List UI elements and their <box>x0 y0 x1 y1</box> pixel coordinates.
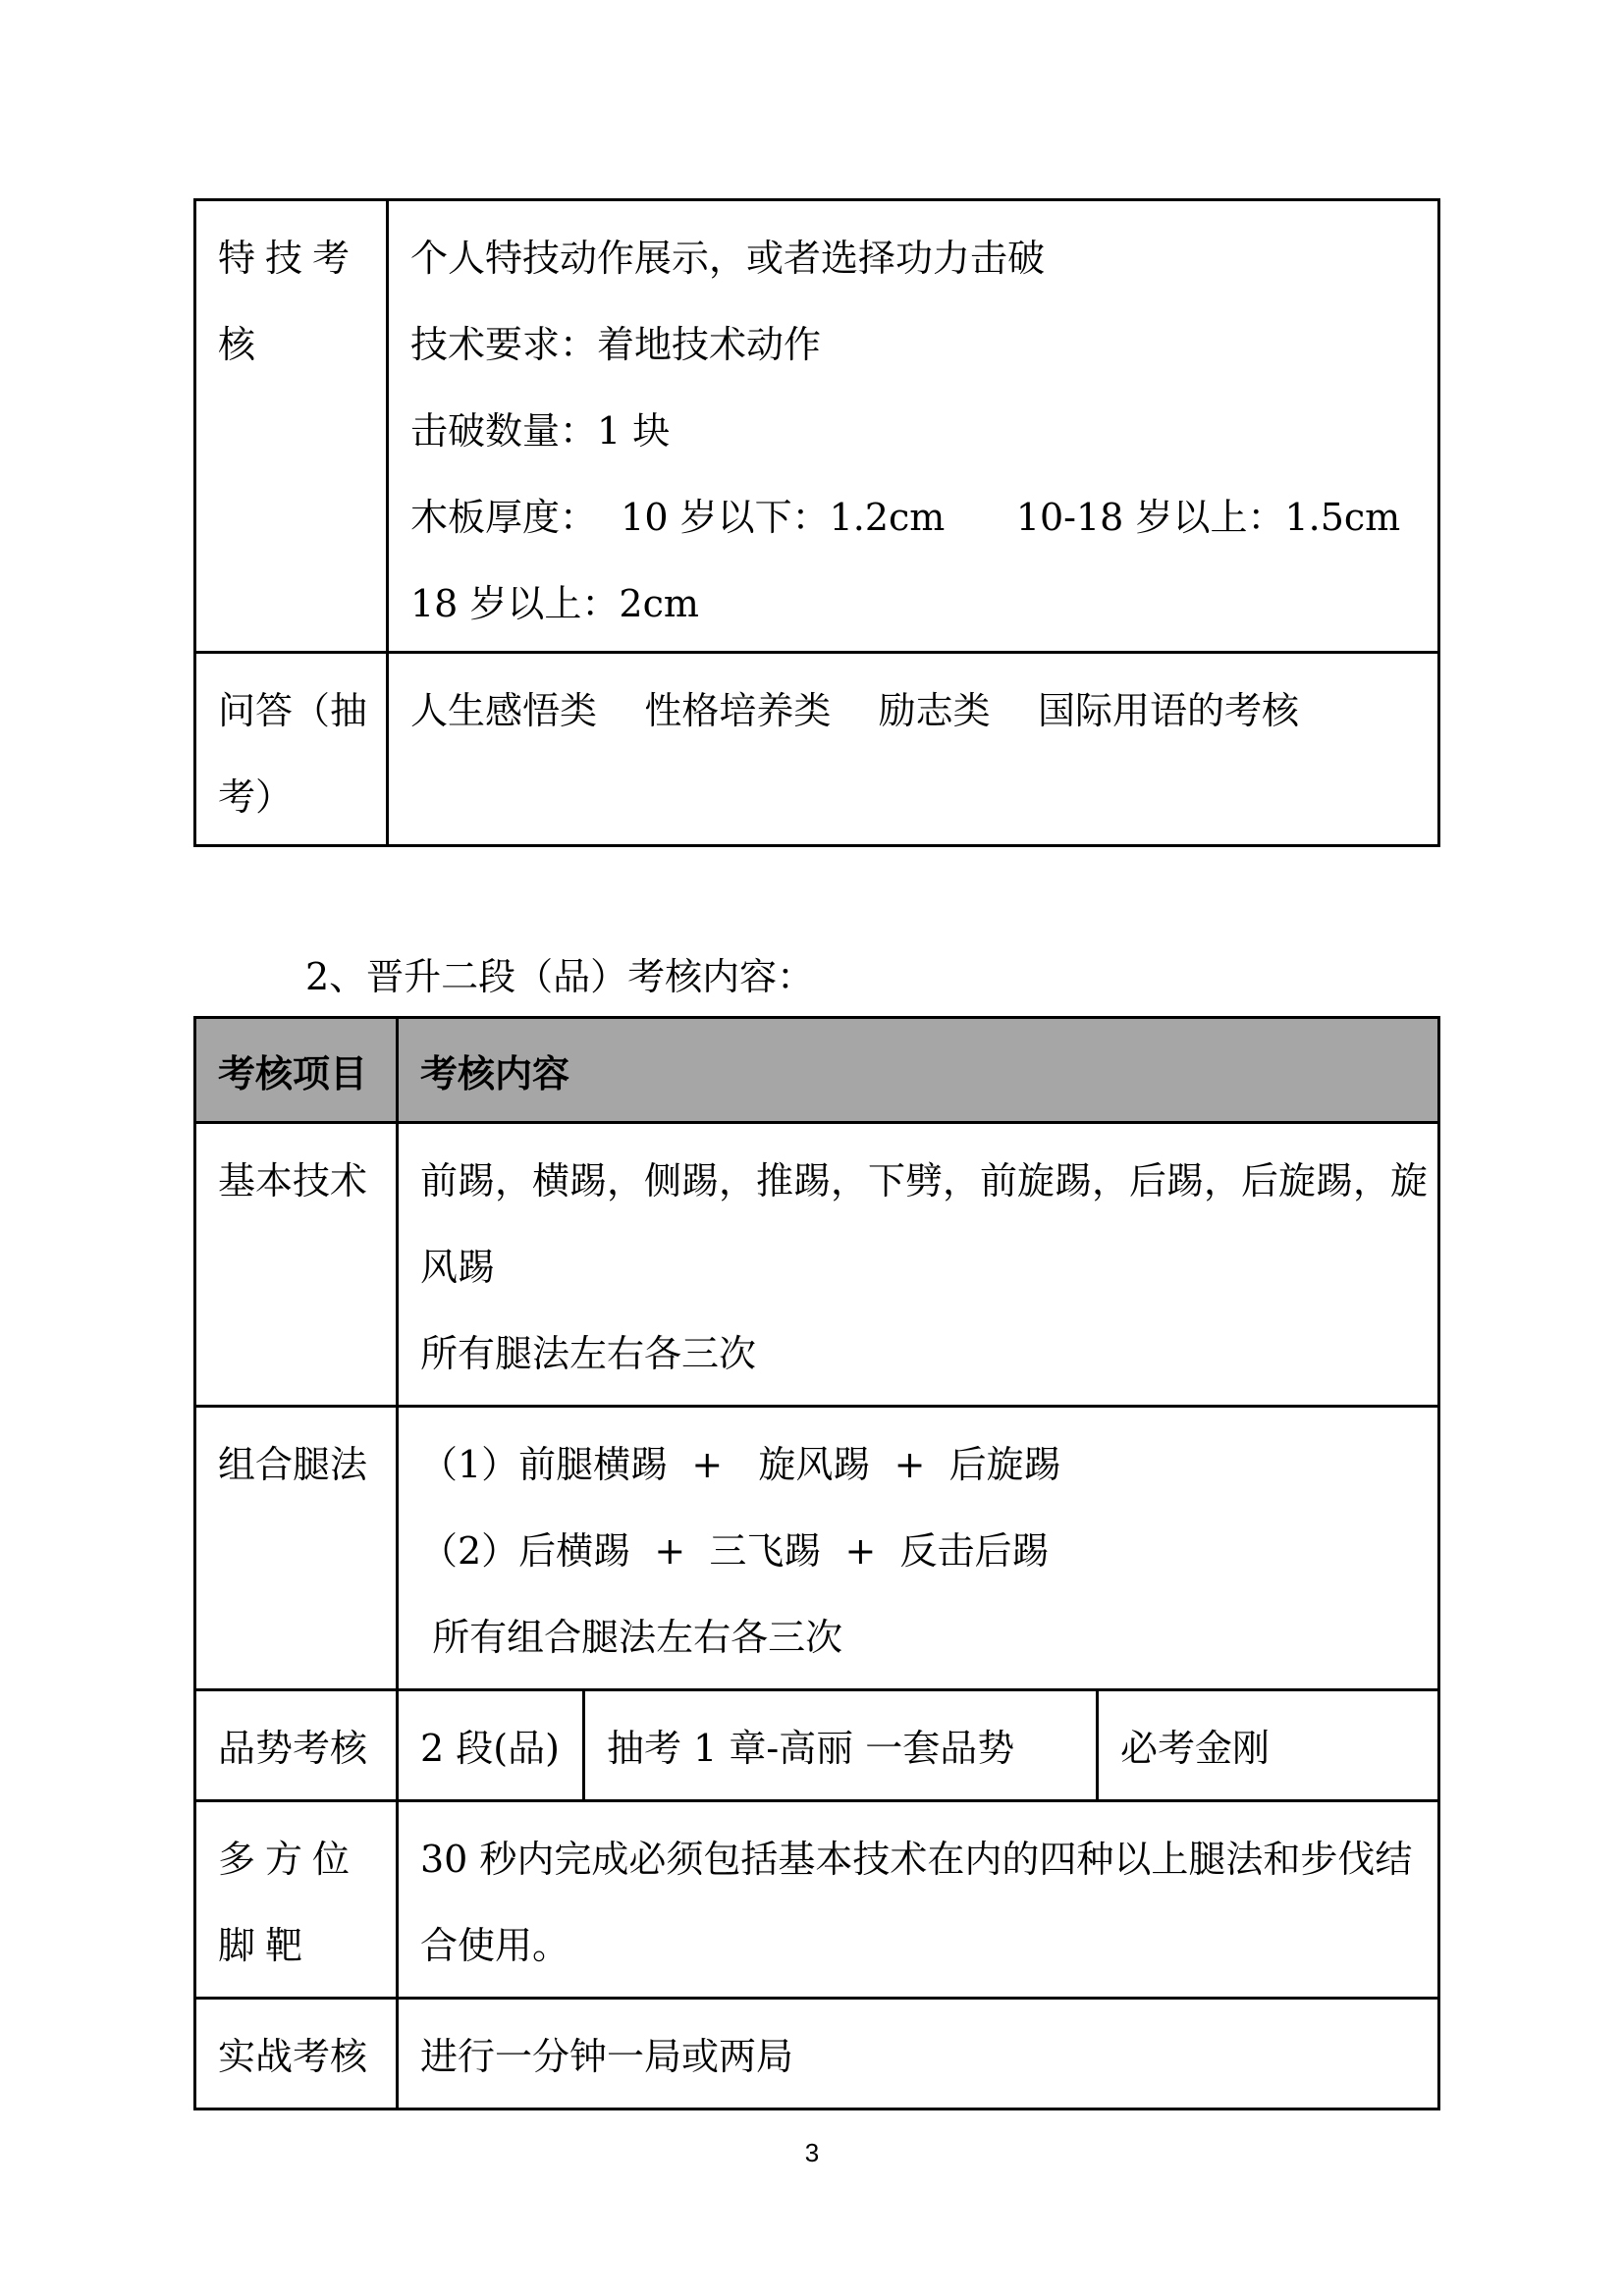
skill-line: 击破数量：1 块 <box>410 409 671 453</box>
skill-line: 个人特技动作展示，或者选择功力击破 <box>410 237 1046 280</box>
row-label-basic: 基本技术 <box>195 1123 398 1407</box>
table-row <box>195 1123 1439 1407</box>
skill-line: 18 岁以上：2cm <box>410 582 699 625</box>
table-row <box>195 653 1439 846</box>
skill-line: 木板厚度： 10 岁以下：1.2cm 10-18 岁以上：1.5cm <box>410 496 1401 539</box>
poomsae-draw: 抽考 1 章-高丽 一套品势 <box>584 1690 1098 1801</box>
poomsae-level: 2 段(品) <box>398 1690 584 1801</box>
basic-kicks-text: 前踢，横踢，侧踢，推踢，下劈，前旋踢，后踢，后旋踢，旋风踢 <box>420 1159 1429 1289</box>
qa-line: 人生感悟类 性格培养类 励志类 国际用语的考核 <box>410 689 1299 732</box>
table-header-row <box>195 1018 1439 1123</box>
row-label-target: 多方位脚靶 <box>195 1801 398 1999</box>
table-row <box>195 200 1439 653</box>
table-row <box>195 1801 1439 1999</box>
dan2-exam-table <box>193 1016 1440 2110</box>
row-label-special-skill: 特技考核 <box>218 237 360 366</box>
skill-line: 技术要求：着地技术动作 <box>410 323 822 366</box>
combo-line: （2）后横踢 + 三飞踢 + 反击后踢 <box>420 1529 1050 1573</box>
table-row <box>195 1407 1439 1690</box>
section-title: 2、晋升二段（品）考核内容： <box>305 955 815 998</box>
row-label-combo: 组合腿法 <box>195 1407 398 1690</box>
page-number: 3 <box>804 2138 820 2167</box>
table-row <box>195 1690 1439 1801</box>
sparring-text: 进行一分钟一局或两局 <box>398 1999 1439 2109</box>
poomsae-required: 必考金刚 <box>1098 1690 1439 1801</box>
row-label-sparring: 实战考核 <box>195 1999 398 2109</box>
combo-line: （1）前腿横踢 + 旋风踢 + 后旋踢 <box>420 1443 1061 1486</box>
header-item: 考核项目 <box>195 1018 398 1123</box>
basic-note-text: 所有腿法左右各三次 <box>420 1332 757 1375</box>
row-label-poomsae: 品势考核 <box>195 1690 398 1801</box>
combo-line: 所有组合腿法左右各三次 <box>420 1616 843 1659</box>
row-label-qa: 问答（抽考） <box>218 689 368 819</box>
exam-table-continued <box>193 198 1440 847</box>
target-text: 30 秒内完成必须包括基本技术在内的四种以上腿法和步伐结合使用。 <box>420 1838 1413 1967</box>
table-row <box>195 1999 1439 2109</box>
header-content: 考核内容 <box>398 1018 1439 1123</box>
